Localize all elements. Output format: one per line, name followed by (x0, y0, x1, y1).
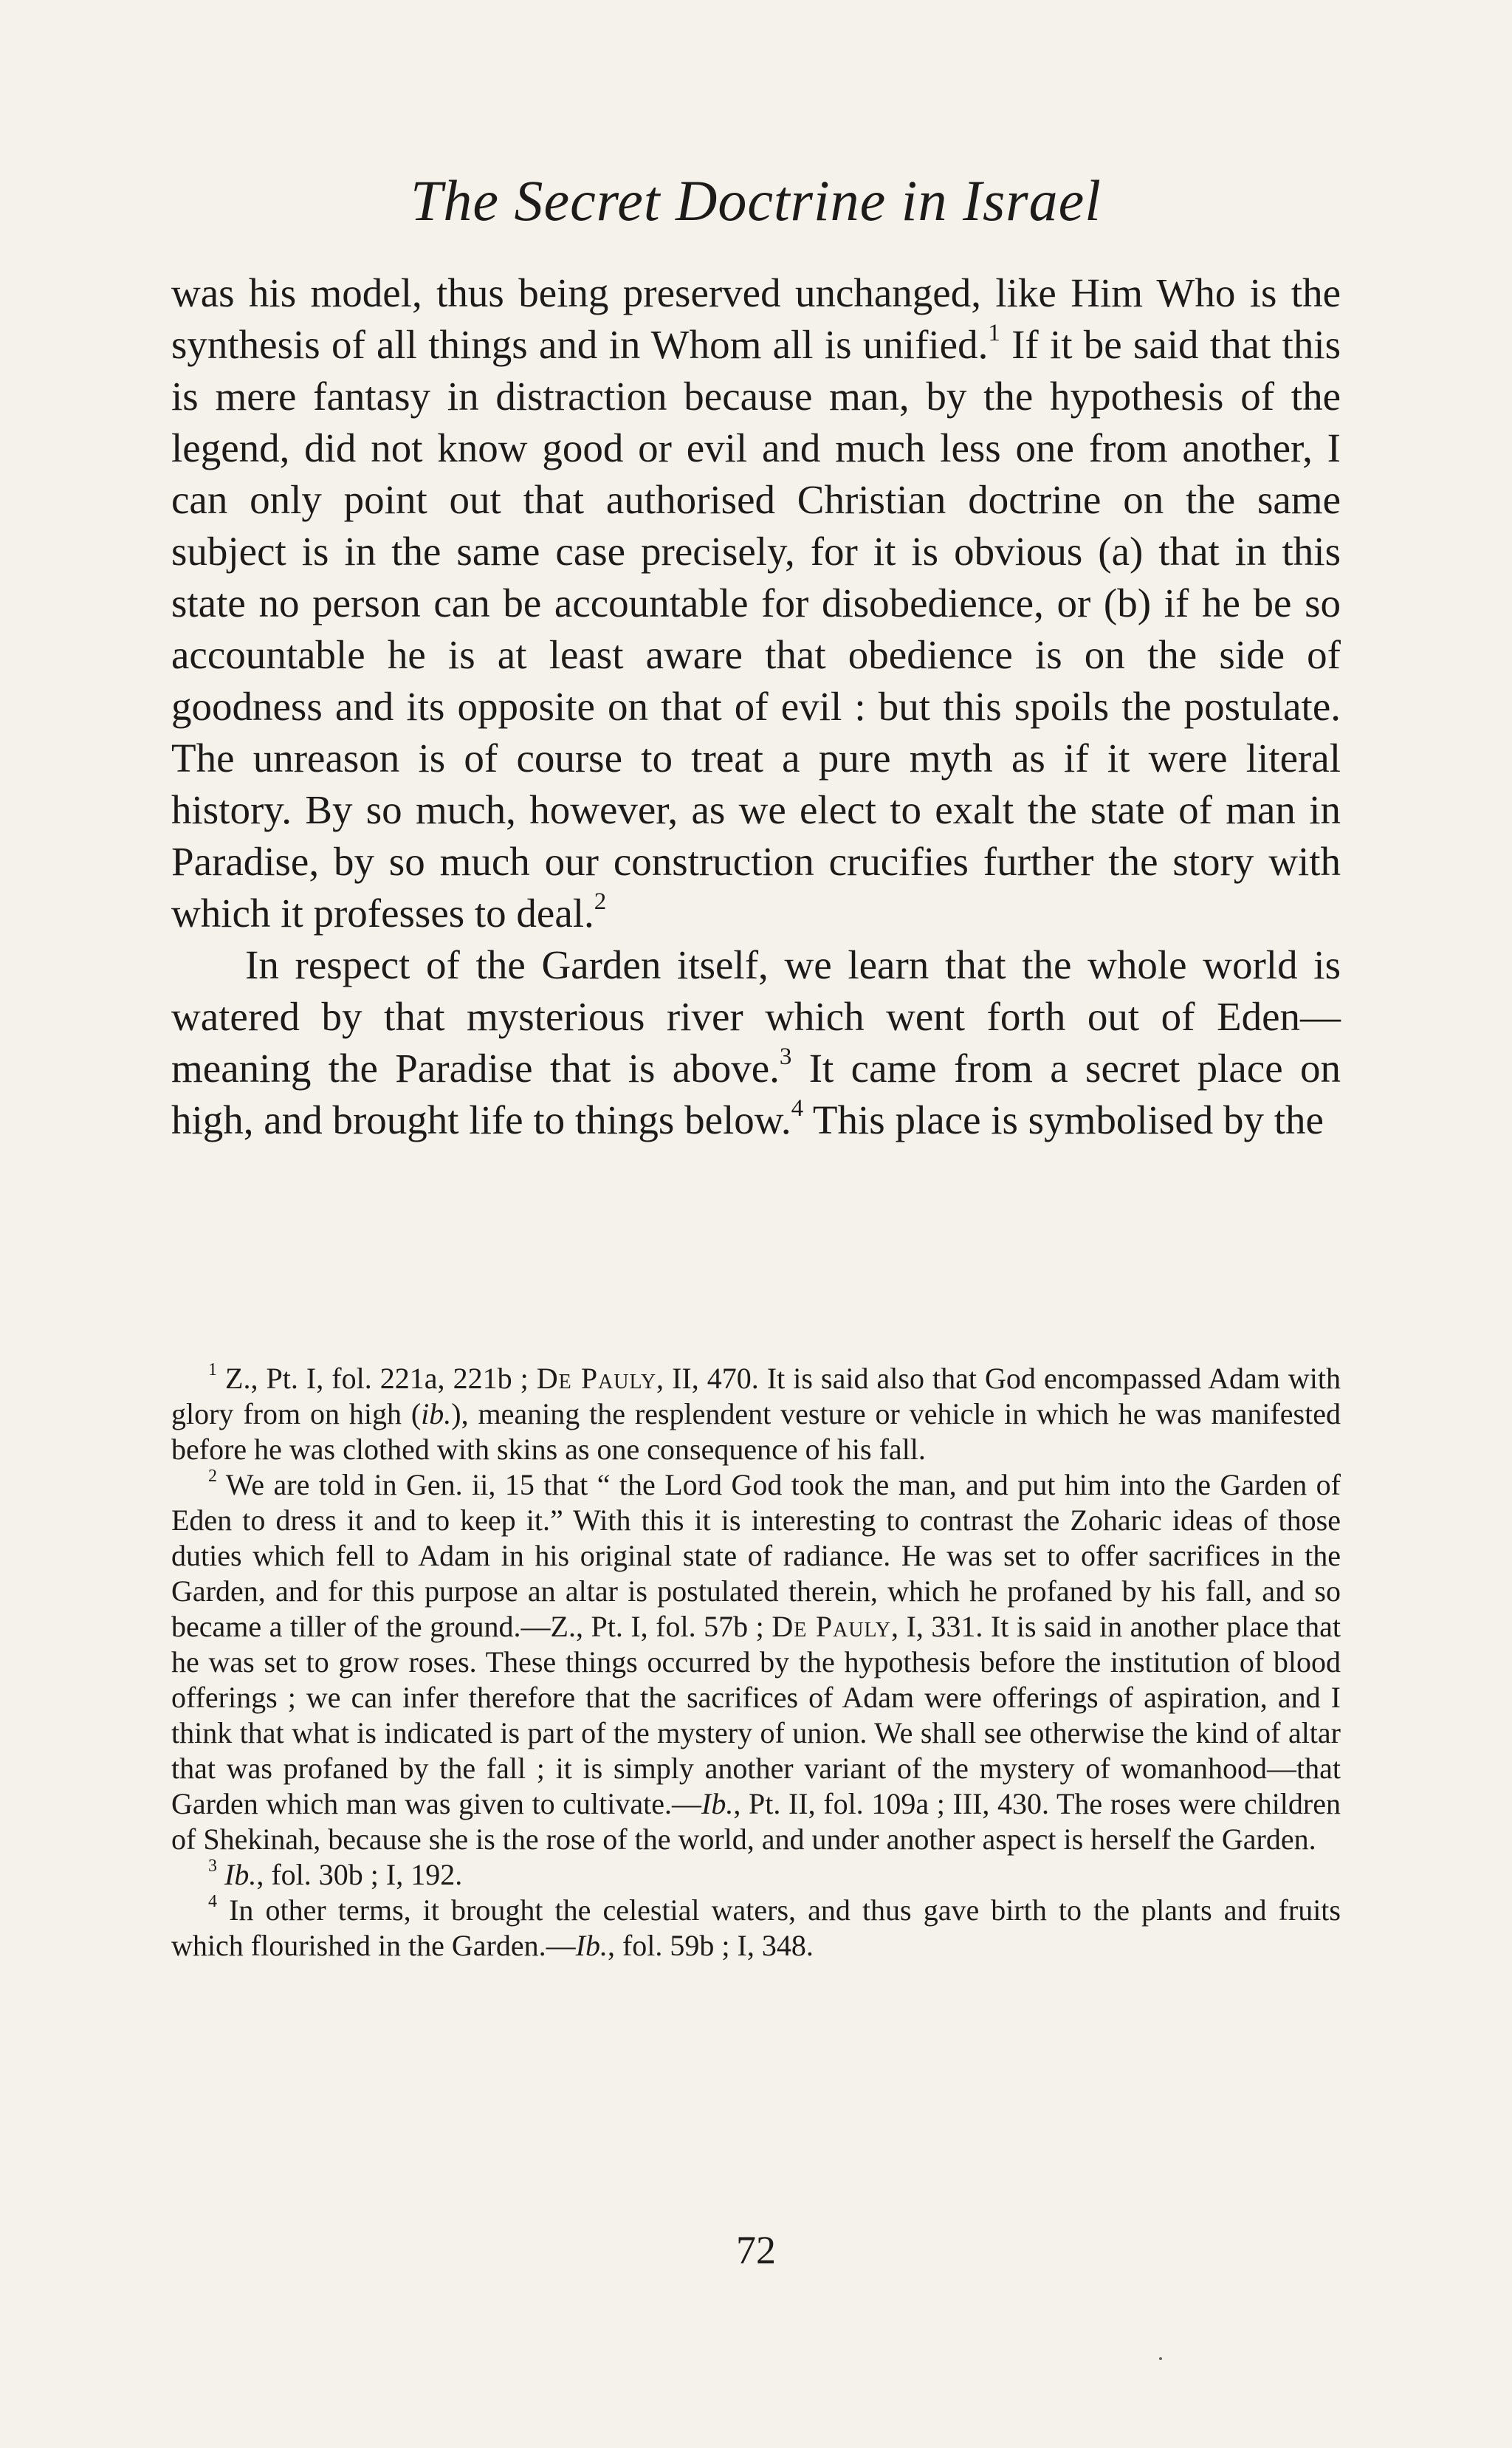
footnote (171, 1893, 1341, 1964)
footnote-mark: 3 (208, 1856, 217, 1876)
paragraph (171, 267, 1341, 939)
page-number: 72 (736, 2228, 776, 2272)
footnote-reference: 4 (791, 1094, 804, 1122)
text-run: , II, 470. It is said also that God encompassed Adam with glory from on high ( (171, 1362, 1341, 1430)
paragraph (171, 939, 1341, 1146)
italic-abbrev: ib. (421, 1397, 452, 1430)
footnotes (171, 1361, 1341, 1964)
footnote-reference: 3 (779, 1043, 792, 1070)
italic-abbrev: Ib. (224, 1858, 257, 1891)
author-name: De Pauly (772, 1610, 892, 1643)
footnote (171, 1361, 1341, 1467)
text-run: In respect of the Garden itself, we learn that the whole world is watered by that mysterious river which went forth out of Eden—meaning the Paradise that is above. (171, 942, 1341, 1091)
text-run: In other terms, it brought the celestial waters, and thus gave birth to the plants and fruits which flourished in the Garden.— (171, 1893, 1341, 1962)
footnote-mark: 2 (208, 1467, 217, 1487)
text-run: , fol. 30b ; I, 192. (256, 1858, 463, 1891)
main-text (171, 267, 1341, 1146)
text-run: Z., Pt. I, fol. 221a, 221b ; (217, 1362, 537, 1395)
italic-abbrev: Ib. (575, 1929, 608, 1962)
author-name: De Pauly (536, 1362, 657, 1395)
text-run: This place is symbolised by the (803, 1097, 1324, 1142)
text-run: , fol. 59b ; I, 348. (607, 1929, 814, 1962)
text-run: It came from a secret place on high, and brought life to things below. (171, 1046, 1341, 1142)
text-run: If it be said that this is mere fantasy in distraction because man, by the hypothesis of the legend, did not know good or evil and much less one from another, I can only point out that authorised Christian doctrine on the same subject is in the same case precisely, for it is obvious (a) that in this state no person can be accountable for disobedience, or (b) if he be so accountable he is at least aware that obedience is on the side of goodness and its opposite on that of evil : but this spoils the postulate. The unreason is of course to treat a pure myth as if it were literal history. By so much, however, as we elect to exalt the state of man in Paradise, by so much our construction crucifies further the story with which it professes to deal. (171, 322, 1341, 936)
italic-abbrev: Ib. (701, 1787, 734, 1820)
text-run: ), meaning the resplendent vesture or vehicle in which he was manifested before he was clothed with skins as one consequence of his fall. (171, 1397, 1341, 1466)
footnote (171, 1467, 1341, 1857)
text-run: , Pt. II, fol. 109a ; III, 430. The roses were children of Shekinah, because she is the rose of the world, and under another aspect is herself the Garden. (171, 1787, 1341, 1856)
footnote-reference: 2 (594, 888, 607, 915)
footnote-mark: 1 (208, 1360, 217, 1380)
text-run: We are told in Gen. ii, 15 that “ the Lord God took the man, and put him into the Garden of Eden to dress it and to keep it.” With this it is interesting to contrast the Zoharic ideas of those duties which fell to Adam in his original state of radiance. He was set to offer sacrifices in the Garden, and for this purpose an altar is postulated therein, which he profaned by his fall, and so became a tiller of the ground.—Z., Pt. I, fol. 57b ; (171, 1468, 1341, 1643)
text-run: was his model, thus being preserved unchanged, like Him Who is the synthesis of all things and in Whom all is unified. (171, 270, 1341, 367)
running-title: The Secret Doctrine in Israel (410, 168, 1102, 233)
text-run: , I, 331. It is said in another place that he was set to grow roses. These things occurred by the hypothesis before the institution of blood offerings ; we can infer therefore that the sacrifices of Adam were offerings of aspiration, and I think that what is indicated is part of the mystery of union. We shall see otherwise the kind of altar that was profaned by the fall ; it is simply another variant of the mystery of womanhood—that Garden which man was given to cultivate.— (171, 1610, 1341, 1820)
footnote-reference: 1 (988, 319, 1000, 346)
footnote-mark: 4 (208, 1892, 217, 1912)
paper-speck (1159, 2357, 1162, 2360)
footnote (171, 1857, 1341, 1893)
book-page (171, 0, 1341, 2448)
